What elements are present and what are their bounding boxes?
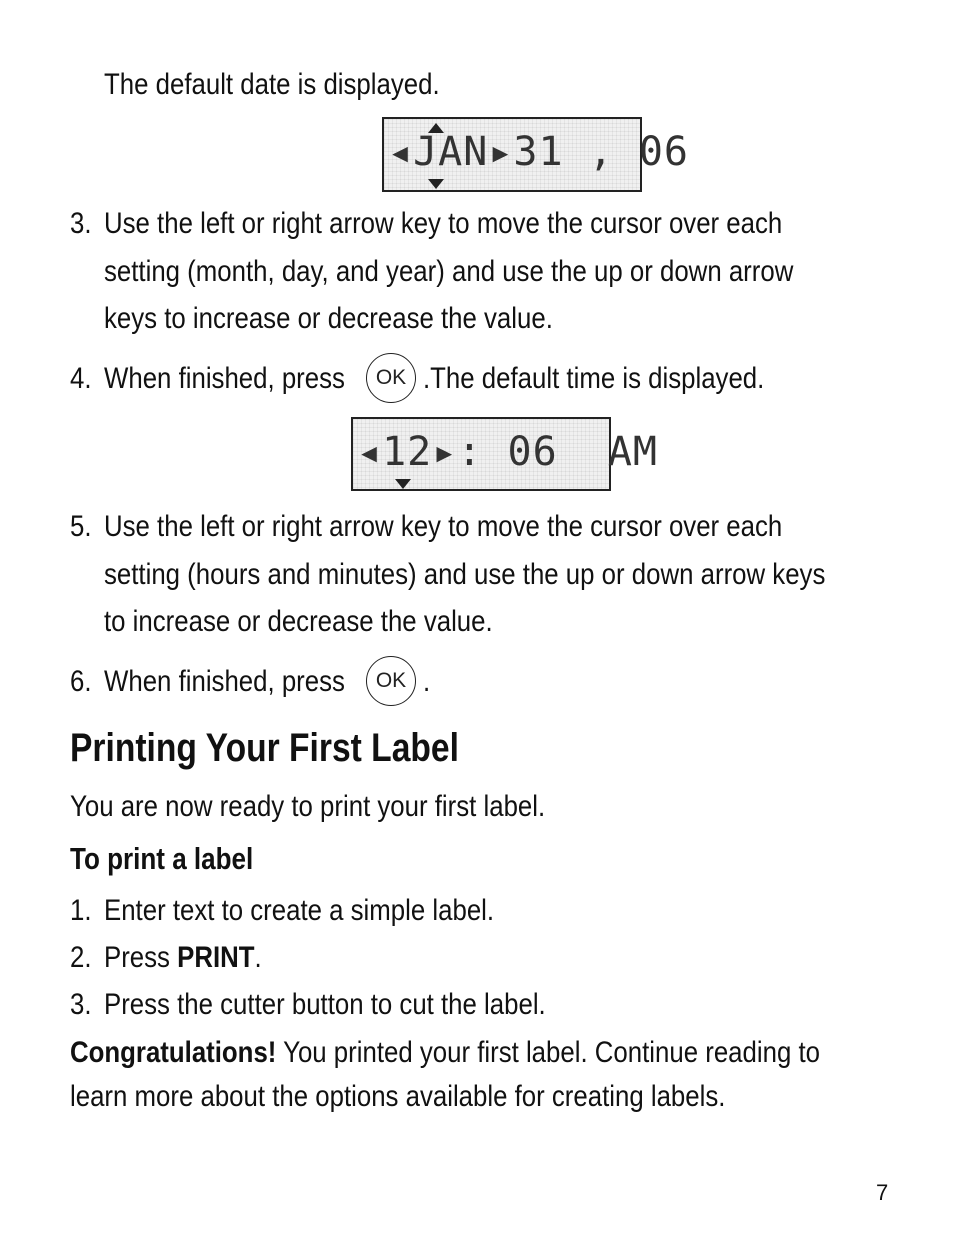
congrats-line-1 — [70, 1036, 820, 1070]
procedure-step-prefix: Press — [104, 941, 178, 974]
date-lcd-text: ◂JAN▸31 , 06 — [388, 129, 689, 175]
print-key-label: PRINT — [177, 941, 255, 974]
step3-line: Use the left or right arrow key to move the cursor over each — [104, 207, 783, 240]
step5-line: Use the left or right arrow key to move the cursor over each — [104, 510, 783, 543]
step-number: 2. — [70, 941, 92, 974]
procedure-step-text: Press the cutter button to cut the label. — [104, 988, 546, 1021]
step-number: 4. — [70, 362, 92, 395]
step-number: 3. — [70, 988, 92, 1021]
step-number: 6. — [70, 665, 92, 698]
ok-button-icon: OK — [366, 353, 416, 403]
procedure-step-text: Enter text to create a simple label. — [104, 894, 495, 927]
step3-line: keys to increase or decrease the value. — [104, 302, 553, 335]
congrats-line-2: learn more about the options available for creating labels. — [70, 1080, 726, 1113]
step-number: 3. — [70, 207, 92, 240]
step5-line: to increase or decrease the value. — [104, 605, 493, 638]
step3-line: setting (month, day, and year) and use the up or down arrow — [104, 255, 794, 288]
step5-line: setting (hours and minutes) and use the up or down arrow keys — [104, 558, 826, 591]
down-arrow-icon — [428, 179, 444, 189]
step-number: 5. — [70, 510, 92, 543]
step6-text-after: . — [423, 665, 431, 698]
section-intro: You are now ready to print your first label. — [70, 790, 546, 823]
page-number: 7 — [876, 1180, 889, 1205]
ok-button-icon: OK — [366, 656, 416, 706]
procedure-step-2 — [104, 941, 262, 975]
section-title: Printing Your First Label — [70, 726, 459, 770]
time-lcd-text: ◂12▸: 06 AM — [357, 429, 658, 475]
down-arrow-icon — [395, 479, 411, 489]
congrats-bold: Congratulations! — [70, 1036, 277, 1069]
step-number: 1. — [70, 894, 92, 927]
date-lcd-display — [382, 117, 689, 192]
procedure-title: To print a label — [70, 841, 254, 876]
intro-line: The default date is displayed. — [104, 68, 440, 101]
time-lcd-display — [351, 417, 658, 491]
step4-text: When finished, press — [104, 362, 345, 395]
step6-text: When finished, press — [104, 665, 345, 698]
congrats-text: You printed your first label. Continue reading to — [276, 1036, 821, 1069]
step4-text-after: .The default time is displayed. — [423, 362, 765, 395]
procedure-step-suffix: . — [254, 941, 262, 974]
